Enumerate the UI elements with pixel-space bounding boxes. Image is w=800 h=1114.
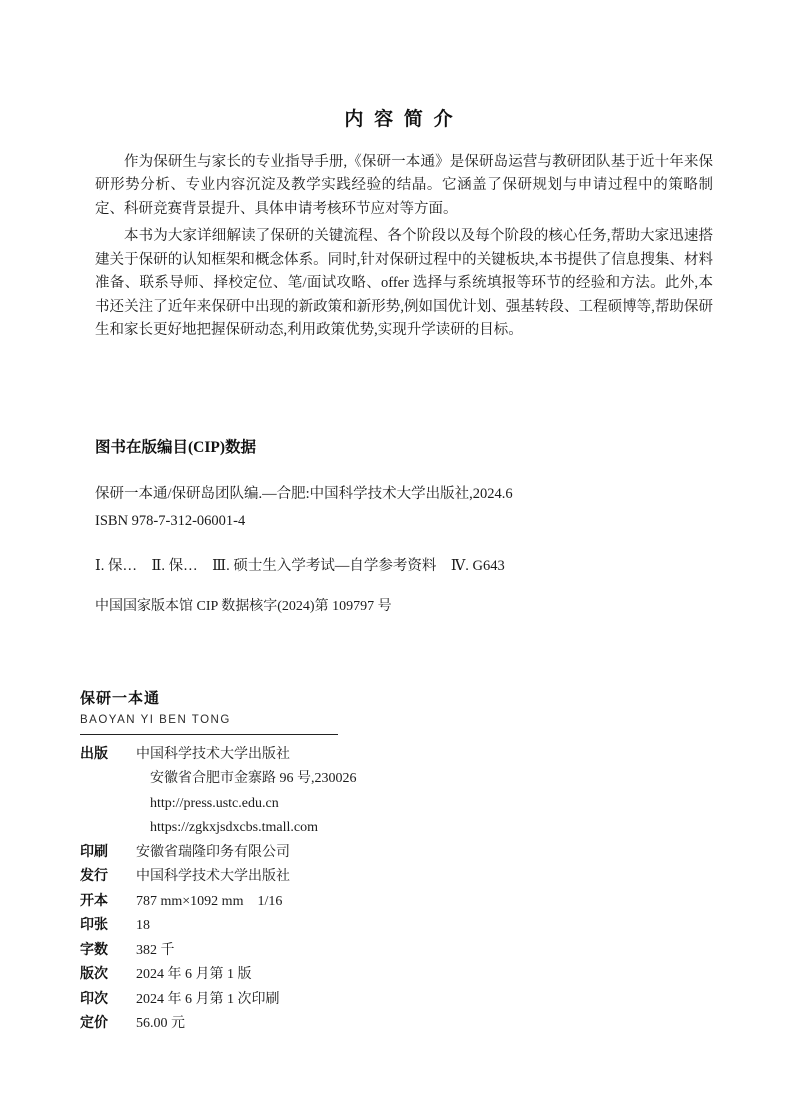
publisher-url: http://press.ustc.edu.cn <box>150 795 279 811</box>
cip-data-section <box>95 435 713 615</box>
publication-row-address <box>80 767 380 792</box>
publication-row-website-1 <box>80 792 380 817</box>
row-label: 印次 <box>80 991 108 1007</box>
publication-row-printing <box>80 988 380 1013</box>
content-summary-title: 内 容 简 介 <box>344 109 456 130</box>
publication-row-price <box>80 1012 380 1037</box>
row-label: 字数 <box>80 942 108 958</box>
publisher-store-url: https://zgkxjsdxcbs.tmall.com <box>150 820 318 836</box>
cip-bibliographic-line: 保研一本通/保研岛团队编.—合肥:中国科学技术大学出版社,2024.6 <box>95 485 513 502</box>
book-title-romanized: BAOYAN YI BEN TONG <box>80 713 231 726</box>
publication-row-distributor <box>80 865 380 890</box>
row-label: 发行 <box>80 869 108 885</box>
intro-paragraph-2: 本书为大家详细解读了保研的关键流程、各个阶段以及每个阶段的核心任务,帮助大家迅速搭建关于保研的认知框架和概念体系。同时,针对保研过程中的关键板块,本书提供了信息搜集、材料准备、联系导师、择校定位、笔/面试攻略、offer 选择与系统填报等环节的经验和方法。此外,本书还关注了近年来保研中出现的新政策和新形势,例如国优计划、强基转段、工程硕博等,帮助保研生和家长更好地把握保研动态,利用政策优势,实现升学读研的目标。 <box>95 228 713 339</box>
publication-details <box>80 743 380 1037</box>
row-value: 中国科学技术大学出版社 <box>136 869 290 885</box>
book-title: 保研一本通 <box>80 690 161 707</box>
publication-row-printer <box>80 841 380 866</box>
row-value: 2024 年 6 月第 1 版 <box>136 967 252 983</box>
row-label: 印刷 <box>80 844 108 860</box>
content-summary-body <box>95 151 713 343</box>
publication-row-format <box>80 890 380 915</box>
row-label: 定价 <box>80 1016 108 1032</box>
publication-row-sheets <box>80 914 380 939</box>
row-value: 787 mm×1092 mm 1/16 <box>136 893 283 909</box>
publication-row-publisher <box>80 743 380 768</box>
row-value: 安徽省合肥市金寨路 96 号,230026 <box>150 771 357 787</box>
publication-row-edition <box>80 963 380 988</box>
row-value: 56.00 元 <box>136 1016 185 1032</box>
row-value: 中国科学技术大学出版社 <box>136 746 290 762</box>
row-label: 印张 <box>80 918 108 934</box>
colophon-section <box>80 687 380 1037</box>
row-label: 出版 <box>80 746 108 762</box>
cip-classification-line: Ⅰ. 保… Ⅱ. 保… Ⅲ. 硕士生入学考试—自学参考资料 Ⅳ. G643 <box>95 557 505 574</box>
row-value: 18 <box>136 918 150 934</box>
isbn-line: ISBN 978-7-312-06001-4 <box>95 513 246 530</box>
row-value: 2024 年 6 月第 1 次印刷 <box>136 991 280 1007</box>
row-value: 安徽省瑞隆印务有限公司 <box>136 844 290 860</box>
row-value: 382 千 <box>136 942 175 958</box>
row-label: 版次 <box>80 967 108 983</box>
publication-row-wordcount <box>80 939 380 964</box>
cip-record-number-line: 中国国家版本馆 CIP 数据核字(2024)第 109797 号 <box>95 598 392 614</box>
colophon-divider <box>80 734 338 735</box>
row-label: 开本 <box>80 893 108 909</box>
cip-heading: 图书在版编目(CIP)数据 <box>95 438 257 456</box>
publication-row-website-2 <box>80 816 380 841</box>
intro-paragraph-1: 作为保研生与家长的专业指导手册,《保研一本通》是保研岛运营与教研团队基于近十年来保研形势分析、专业内容沉淀及教学实践经验的结晶。它涵盖了保研规划与申请过程中的策略制定、科研竞赛背景提升、具体申请考核环节应对等方面。 <box>95 154 713 217</box>
